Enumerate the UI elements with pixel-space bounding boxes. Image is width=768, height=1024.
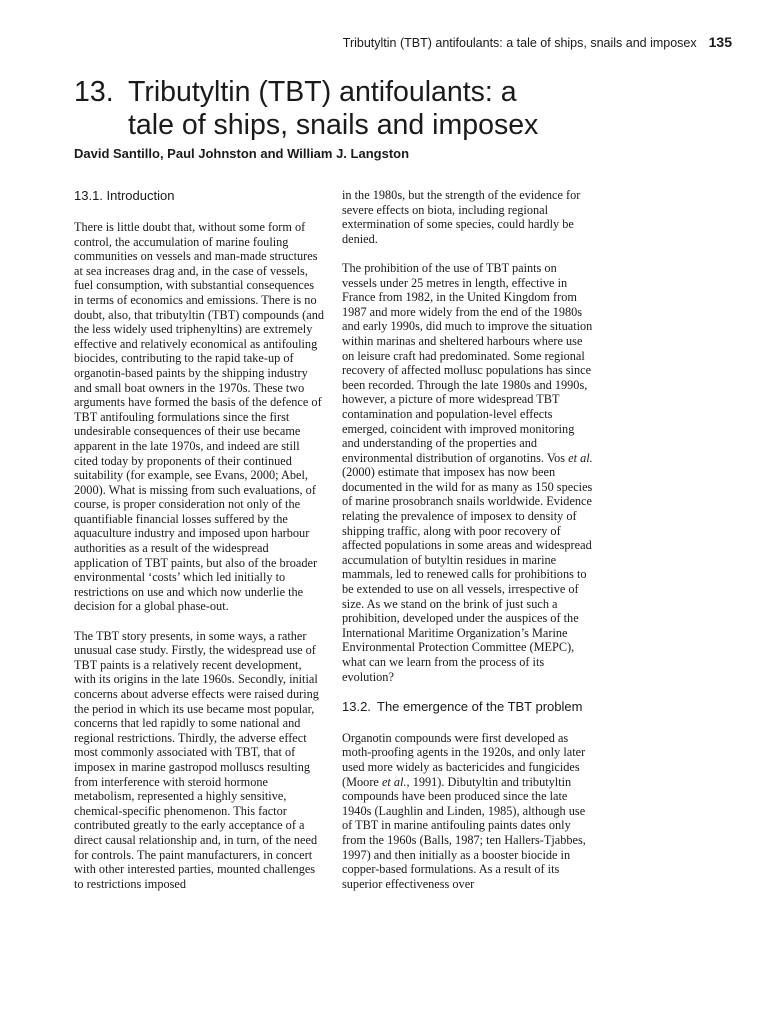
right-column: [342, 188, 594, 906]
chapter-title-line1: Tributyltin (TBT) antifoulants: a: [128, 76, 517, 108]
text-run: Organotin compounds were first developed as moth-proofing agents in the 1920s, and only later used more widely as bactericides and fungicides (Moore: [342, 730, 586, 789]
text-run: (2000) estimate that imposex has now been documented in the wild for as many as 150 species of marine prosobranch snails worldwide. Evidence relating the prevalence of imposex to density of shipping traffic, along with poor recovery of affected populations in some areas and widespread accumulation of butyltin residues in marine mammals, led to renewed calls for prohibitions to be extended to use on all vessels, irrespective of size. As we stand on the brink of just such a prohibition, developed under the auspices of the International Maritime Organization’s Marine Environmental Protection Committee (MEPC), what can we learn from the process of its evolution?: [342, 465, 593, 684]
section-heading-introduction: 13.1. Introduction: [74, 188, 175, 203]
chapter-title-line2: tale of ships, snails and imposex: [128, 109, 539, 141]
running-title: Tributyltin (TBT) antifoulants: a tale of ships, snails and imposex: [342, 36, 697, 50]
paragraph: in the 1980s, but the strength of the evidence for severe effects on biota, including regional extermination of some species, could hardly be denied.: [342, 188, 581, 246]
section-number: 13.2.: [342, 698, 371, 714]
section-heading-emergence: [342, 699, 594, 715]
text-run: , 1991). Dibutyltin and tributyltin compounds have been produced since the late 1940s (Laughlin and Linden, 1985), although use of TBT in marine antifouling paints dates only from the 1960s (Balls, 1987; ten Hallers-Tjabbes, 1997) and then initially as a booster biocide in copper-based formulations. As a result of its superior effectiveness over: [342, 774, 586, 891]
paragraph: There is little doubt that, without some form of control, the accumulation of marine fouling communities on vessels and man-made structures at sea increases drag and, in the case of vessels, fuel consumption, with substantial consequences in terms of economics and emissions. There is no doubt, also, that tributyltin (TBT) compounds (and the less widely used triphenyltins) are extremely effective and relatively economical as antifouling biocides, contributing to the rapid take-up of organotin-based paints by the shipping industry and small boat owners in the 1970s. These two arguments have formed the basis of the defence of TBT antifouling formulations since the first undesirable consequences of their use became apparent in the late 1970s, and indeed are still cited today by proponents of their continued suitability (for example, see Evans, 2000; Abel, 2000). What is missing from such evaluations, of course, is proper consideration not only of the quantifiable financial losses suffered by the aquaculture industry and imposed upon harbour authorities as a result of the widespread application of TBT paints, but also of the broader environmental ‘costs’ which led initially to restrictions on use and which now underlie the decision for a global phase-out.: [74, 220, 325, 614]
running-head: [343, 34, 732, 50]
left-column: [74, 188, 326, 906]
paragraph: [342, 261, 594, 684]
text-run: The prohibition of the use of TBT paints on vessels under 25 metres in length, effective in France from 1982, in the United Kingdom from 1987 and more widely from the end of the 1980s and early 1990s, did much to improve the situation within marinas and sheltered harbours where use on leisure craft had predominated. Some regional recovery of affected mollusc populations has since been recorded. Through the late 1980s and 1990s, however, a picture of more widespread TBT contamination and population-level effects emerged, coincident with improved monitoring and understanding of the properties and environmental distribution of organotins. Vos: [342, 260, 593, 465]
paragraph: The TBT story presents, in some ways, a rather unusual case study. Firstly, the widespread use of TBT paints is a relatively recent development, with its origins in the late 1960s. Secondly, initial concerns about adverse effects were raised during the period in which its use became most popular, concerns that led rapidly to some national and regional restrictions. Thirdly, the adverse effect most commonly associated with TBT, that of imposex in marine gastropod molluscs resulting from interference with steroid hormone metabolism, represented a highly sensitive, chemical-specific phenomenon. This factor contributed greatly to the early acceptance of a direct causal relationship and, in turn, of the need for controls. The paint manufacturers, in concert with other interested parties, mounted challenges to restrictions imposed: [74, 628, 319, 891]
page-number: 135: [708, 34, 732, 50]
chapter-authors: David Santillo, Paul Johnston and William J. Langston: [74, 146, 410, 161]
chapter-title: [74, 76, 694, 142]
paragraph: [342, 731, 594, 892]
italic-et-al: et al.: [381, 774, 407, 789]
section-title: The emergence of the TBT problem: [377, 698, 583, 714]
chapter-number: 13.: [74, 76, 114, 108]
italic-et-al: et al.: [568, 450, 593, 465]
